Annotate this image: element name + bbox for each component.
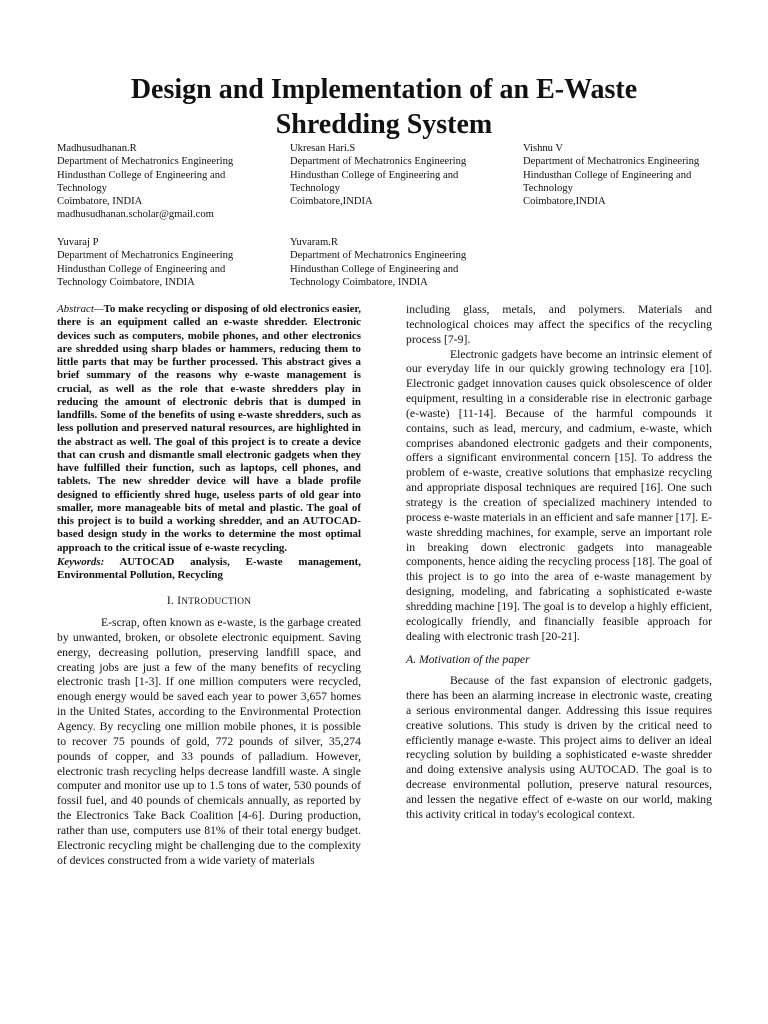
author-department: Department of Mechatronics Engineering	[523, 156, 700, 168]
right-paragraph-3: Because of the fast expansion of electronic gadgets, there has been an alarming increase in electronic waste, creating a serious environmental danger. Addressing this issue requires creative solutions. This study is driven by the critical need to efficiently manage e-waste. This project aims to deliver an ideal recycling solution by building a sophisticated e-waste shredder and doing extensive analysis using AUTOCAD. The goal is to decrease environmental pollution, preserve natural resources, and lessen the negative effect of e-waste on our world, making this activity critical in today's ecological context.	[406, 674, 712, 821]
author-college: Hindusthan College of Engineering and	[290, 169, 459, 181]
author-email: madhusudhanan.scholar@gmail.com	[57, 209, 214, 221]
abstract-text: To make recycling or disposing of old electronics easier, there is an equipment called an e-waste shredder. Electronic devices such as computers, mobile phones, and other electronics are shredded using sharp blades or hammers, reducing them to little parts that may be further processed. This abstract gives a brief summary of the reasons why e-waste management is crucial, as well as the role that e-waste shredders play in reducing the amount of electronic debris that is dumped in landfills. Some of the benefits of using e-waste shredders, such as less pollution and preserved natural resources, are highlighted in the abstract as well. The goal of this project is to create a device that can crush and dismantle small electronic gadgets when they have fulfilled their function, such as laptops, cell phones, and tablets. The new shredder device will have a blade profile designed to efficiently shred huge, useless parts of old gear into smaller, more manageable bits of metal and plastic. The goal of this project is to build a working shredder, and an AUTOCAD-based design study in the works to determine the most optimal approach to the critical issue of e-waste recycling.	[57, 303, 361, 554]
title-line-2: Shredding System	[275, 109, 493, 140]
intro-paragraph: E-scrap, often known as e-waste, is the garbage created by unwanted, broken, or obsolete electronic equipment. Saving energy, decreasing pollution, preserving landfill space, and creating jobs are just a few of the many benefits of recycling electronic trash [1-3]. If one million computers were recycled, enough energy would be saved each year to power 3,657 homes in the United States, according to the Environmental Protection Agency. By recycling one million mobile phones, it is possible to recover 75 pounds of gold, 772 pounds of silver, 35,274 pounds of copper, and 33 pounds of palladium. However, electronic trash recycling helps decrease landfill waste. A single computer and monitor use up to 1.5 tons of water, 530 pounds of fossil fuel, and 40 pounds of chemicals annually, as reported by the Electronics Take Back Coalition [4-6]. During production, rather than use, computers use 81% of their total energy budget. Electronic recycling might be challenging due to the complexity of devices constructed from a wide variety of materials	[57, 616, 361, 867]
section-heading-introduction	[57, 594, 361, 610]
author-block-2	[290, 142, 466, 208]
author-department: Department of Mechatronics Engineering	[57, 250, 234, 262]
subsection-heading-motivation: A. Motivation of the paper	[406, 653, 530, 667]
author-college: Hindusthan College of Engineering and	[57, 263, 226, 275]
abstract-lead: Abstract—	[57, 303, 104, 315]
author-city: Coimbatore,INDIA	[523, 196, 606, 208]
left-column	[57, 303, 361, 868]
author-college-cont: Technology Coimbatore, INDIA	[290, 276, 428, 288]
author-block-5	[290, 236, 466, 289]
author-name: Vishnu V	[523, 143, 564, 154]
keywords-lead: Keywords:	[57, 555, 105, 568]
author-department: Department of Mechatronics Engineering	[290, 156, 467, 168]
author-college: Hindusthan College of Engineering and	[57, 169, 226, 181]
author-college-cont: Technology Coimbatore, INDIA	[57, 276, 195, 288]
section-number: I. I	[166, 594, 182, 608]
author-city: Coimbatore, INDIA	[57, 196, 143, 208]
author-college-cont: Technology	[523, 182, 573, 194]
author-college: Hindusthan College of Engineering and	[290, 263, 459, 275]
right-paragraph-1: including glass, metals, and polymers. Materials and technological choices may affect the specifics of the recycling process [7-9].	[406, 303, 712, 346]
author-department: Department of Mechatronics Engineering	[57, 156, 234, 168]
right-column	[406, 303, 712, 823]
paper-title	[40, 72, 728, 142]
right-paragraph-2: Electronic gadgets have become an intrinsic element of our everyday life in our quickly growing technology era [10]. Electronic gadget innovation causes quick obsolescence of older equipment, resulting in a considerable rise in electronic garbage (e-waste) [11-14]. Because of the harmful compounds it contains, such as lead, mercury, and cadmium, e-waste, which comprises abandoned electronic gadgets and their components, offers a significant environmental concern [15]. To address the problem of e-waste, creative solutions that emphasize recycling and appropriate disposal techniques are required [16]. One such strategy is the creation of specialized machinery intended to process e-waste materials in an efficient and safe manner [17]. E-waste shredding machines, for example, serve an important role in breaking down electronic gadgets into manageable components, hence aiding the recycling process [18]. The goal of this project is to go into the area of e-waste management by designing, modeling, and fabricating a sophisticated e-waste shredding machine [19]. The goal is to develop a highly efficient, ecologically friendly, and financially feasible approach for dealing with electronic trash [20-21].	[406, 347, 712, 643]
abstract	[57, 303, 361, 555]
author-name: Madhusudhanan.R	[57, 143, 137, 154]
author-city: Coimbatore,INDIA	[290, 196, 373, 208]
keywords-text: AUTOCAD analysis, E-waste management, Environmental Pollution, Recycling	[57, 555, 361, 581]
author-name: Ukresan Hari.S	[290, 143, 356, 154]
keywords	[57, 556, 361, 583]
author-block-3	[523, 142, 699, 208]
author-college: Hindusthan College of Engineering and	[523, 169, 692, 181]
author-name: Yuvaram.R	[290, 237, 338, 248]
author-name: Yuvaraj P	[57, 237, 99, 248]
section-title: NTRODUCTION	[181, 597, 252, 608]
title-line-1: Design and Implementation of an E-Waste	[130, 74, 638, 105]
author-block-1	[57, 142, 233, 222]
author-block-4	[57, 236, 233, 289]
author-college-cont: Technology	[57, 182, 107, 194]
author-department: Department of Mechatronics Engineering	[290, 250, 467, 262]
author-college-cont: Technology	[290, 182, 340, 194]
